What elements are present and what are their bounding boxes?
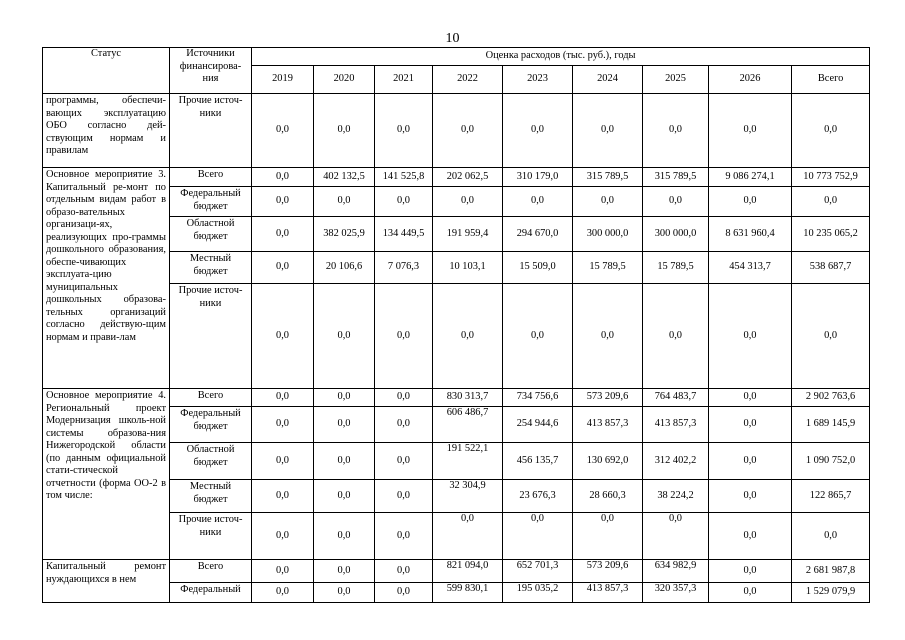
value-cell: 0,0 (252, 168, 314, 187)
value-cell: 300 000,0 (573, 217, 643, 252)
value-cell: 830 313,7 (433, 389, 503, 407)
value-cell: 0,0 (709, 187, 792, 217)
value-cell: 0,0 (252, 407, 314, 443)
table-row (43, 389, 870, 407)
value-cell: 1 090 752,0 (792, 443, 870, 480)
header-year: 2021 (375, 66, 433, 94)
header-year: 2019 (252, 66, 314, 94)
value-cell: 0,0 (709, 560, 792, 583)
value-cell: 0,0 (252, 94, 314, 168)
value-cell: 764 483,7 (643, 389, 709, 407)
value-cell: 0,0 (375, 284, 433, 389)
value-cell: 0,0 (375, 94, 433, 168)
value-cell: 413 857,3 (643, 407, 709, 443)
source-cell: Местный бюджет (170, 252, 252, 284)
value-cell: 0,0 (643, 94, 709, 168)
value-cell: 606 486,7 (433, 407, 503, 443)
value-cell: 734 756,6 (503, 389, 573, 407)
header-year: 2023 (503, 66, 573, 94)
value-cell: 0,0 (503, 187, 573, 217)
table-row (43, 560, 870, 583)
value-cell: 0,0 (314, 583, 375, 603)
table-row (43, 94, 870, 168)
source-cell: Федеральный бюджет (170, 187, 252, 217)
value-cell: 382 025,9 (314, 217, 375, 252)
value-cell: 0,0 (792, 513, 870, 560)
value-cell: 7 076,3 (375, 252, 433, 284)
value-cell: 0,0 (375, 560, 433, 583)
value-cell: 0,0 (433, 284, 503, 389)
value-cell: 0,0 (252, 284, 314, 389)
value-cell: 202 062,5 (433, 168, 503, 187)
value-cell: 0,0 (314, 480, 375, 513)
source-cell: Областной бюджет (170, 443, 252, 480)
value-cell: 0,0 (709, 407, 792, 443)
value-cell: 15 789,5 (643, 252, 709, 284)
source-cell: Прочие источ-ники (170, 284, 252, 389)
status-cell: Основное мероприятие 4. Региональный проект Модернизация школь-ной системы образова-ния Нижегородской области (по данным официальной стати-стической отчетности (форма ОО-2 в том числе: (43, 389, 170, 560)
header-year: 2022 (433, 66, 503, 94)
value-cell: 0,0 (709, 389, 792, 407)
value-cell: 20 106,6 (314, 252, 375, 284)
value-cell: 10 103,1 (433, 252, 503, 284)
value-cell: 315 789,5 (573, 168, 643, 187)
value-cell: 0,0 (573, 94, 643, 168)
value-cell: 0,0 (375, 443, 433, 480)
value-cell: 413 857,3 (573, 583, 643, 603)
header-year: Всего (792, 66, 870, 94)
value-cell: 634 982,9 (643, 560, 709, 583)
value-cell: 0,0 (643, 284, 709, 389)
value-cell: 15 509,0 (503, 252, 573, 284)
value-cell: 310 179,0 (503, 168, 573, 187)
value-cell: 191 522,1 (433, 443, 503, 480)
status-cell: Капитальный ремонт нуждающихся в нем (43, 560, 170, 603)
source-cell: Прочие источ-ники (170, 513, 252, 560)
value-cell: 0,0 (252, 217, 314, 252)
value-cell: 0,0 (503, 513, 573, 560)
value-cell: 130 692,0 (573, 443, 643, 480)
value-cell: 0,0 (252, 583, 314, 603)
expenses-table (42, 47, 870, 603)
page-number: 10 (445, 31, 460, 46)
value-cell: 0,0 (252, 480, 314, 513)
value-cell: 0,0 (252, 513, 314, 560)
value-cell: 0,0 (252, 187, 314, 217)
value-cell: 0,0 (314, 187, 375, 217)
value-cell: 402 132,5 (314, 168, 375, 187)
value-cell: 2 681 987,8 (792, 560, 870, 583)
status-cell: программы, обеспечи-вающих эксплуатацию ОБО согласно дей-ствующим нормам и правилам (43, 94, 170, 168)
value-cell: 15 789,5 (573, 252, 643, 284)
value-cell: 413 857,3 (573, 407, 643, 443)
source-cell: Прочие источ-ники (170, 94, 252, 168)
value-cell: 141 525,8 (375, 168, 433, 187)
value-cell: 320 357,3 (643, 583, 709, 603)
source-cell: Всего (170, 560, 252, 583)
value-cell: 0,0 (375, 513, 433, 560)
header-estimate: Оценка расходов (тыс. руб.), годы (252, 48, 870, 66)
value-cell: 0,0 (792, 94, 870, 168)
value-cell: 0,0 (433, 513, 503, 560)
value-cell: 0,0 (433, 94, 503, 168)
value-cell: 0,0 (375, 480, 433, 513)
value-cell: 599 830,1 (433, 583, 503, 603)
value-cell: 0,0 (314, 560, 375, 583)
value-cell: 0,0 (709, 583, 792, 603)
value-cell: 254 944,6 (503, 407, 573, 443)
value-cell: 0,0 (709, 284, 792, 389)
value-cell: 191 959,4 (433, 217, 503, 252)
value-cell: 0,0 (252, 252, 314, 284)
value-cell: 0,0 (314, 389, 375, 407)
value-cell: 0,0 (573, 513, 643, 560)
source-cell: Всего (170, 389, 252, 407)
value-cell: 0,0 (709, 480, 792, 513)
value-cell: 0,0 (643, 513, 709, 560)
source-cell: Федеральный (170, 583, 252, 603)
value-cell: 0,0 (314, 513, 375, 560)
header-status: Статус (43, 48, 170, 94)
value-cell: 0,0 (503, 94, 573, 168)
header-year: 2020 (314, 66, 375, 94)
value-cell: 10 235 065,2 (792, 217, 870, 252)
value-cell: 300 000,0 (643, 217, 709, 252)
value-cell: 195 035,2 (503, 583, 573, 603)
header-sources: Источники финансирова-ния (170, 48, 252, 94)
value-cell: 134 449,5 (375, 217, 433, 252)
value-cell: 0,0 (573, 284, 643, 389)
value-cell: 821 094,0 (433, 560, 503, 583)
value-cell: 0,0 (314, 284, 375, 389)
value-cell: 10 773 752,9 (792, 168, 870, 187)
source-cell: Местный бюджет (170, 480, 252, 513)
value-cell: 0,0 (252, 443, 314, 480)
value-cell: 0,0 (709, 94, 792, 168)
value-cell: 32 304,9 (433, 480, 503, 513)
header-year: 2026 (709, 66, 792, 94)
value-cell: 0,0 (375, 389, 433, 407)
value-cell: 0,0 (314, 443, 375, 480)
value-cell: 122 865,7 (792, 480, 870, 513)
value-cell: 1 529 079,9 (792, 583, 870, 603)
status-cell: Основное мероприятие 3. Капитальный ре-монт по отдельным видам работ в образо-вательных организаци-ях, реализующих про-граммы дошкольного образования, обеспе-чивающих эксплуата-цию муниципальных дошкольных образова-тельных организаций согласно действую-щим нормам и прави-лам (43, 168, 170, 389)
value-cell: 0,0 (643, 187, 709, 217)
value-cell: 0,0 (375, 187, 433, 217)
value-cell: 1 689 145,9 (792, 407, 870, 443)
value-cell: 8 631 960,4 (709, 217, 792, 252)
value-cell: 9 086 274,1 (709, 168, 792, 187)
value-cell: 0,0 (433, 187, 503, 217)
value-cell: 0,0 (375, 583, 433, 603)
value-cell: 0,0 (503, 284, 573, 389)
source-cell: Всего (170, 168, 252, 187)
value-cell: 2 902 763,6 (792, 389, 870, 407)
value-cell: 652 701,3 (503, 560, 573, 583)
value-cell: 0,0 (252, 560, 314, 583)
value-cell: 38 224,2 (643, 480, 709, 513)
table-row (43, 168, 870, 187)
value-cell: 28 660,3 (573, 480, 643, 513)
value-cell: 312 402,2 (643, 443, 709, 480)
value-cell: 456 135,7 (503, 443, 573, 480)
source-cell: Областной бюджет (170, 217, 252, 252)
source-cell: Федеральный бюджет (170, 407, 252, 443)
value-cell: 454 313,7 (709, 252, 792, 284)
value-cell: 0,0 (792, 187, 870, 217)
value-cell: 0,0 (375, 407, 433, 443)
value-cell: 294 670,0 (503, 217, 573, 252)
value-cell: 0,0 (314, 94, 375, 168)
value-cell: 0,0 (314, 407, 375, 443)
value-cell: 0,0 (792, 284, 870, 389)
value-cell: 0,0 (252, 389, 314, 407)
value-cell: 315 789,5 (643, 168, 709, 187)
value-cell: 0,0 (709, 513, 792, 560)
value-cell: 538 687,7 (792, 252, 870, 284)
header-year: 2025 (643, 66, 709, 94)
value-cell: 0,0 (573, 187, 643, 217)
value-cell: 23 676,3 (503, 480, 573, 513)
value-cell: 573 209,6 (573, 560, 643, 583)
header-year: 2024 (573, 66, 643, 94)
value-cell: 0,0 (709, 443, 792, 480)
value-cell: 573 209,6 (573, 389, 643, 407)
